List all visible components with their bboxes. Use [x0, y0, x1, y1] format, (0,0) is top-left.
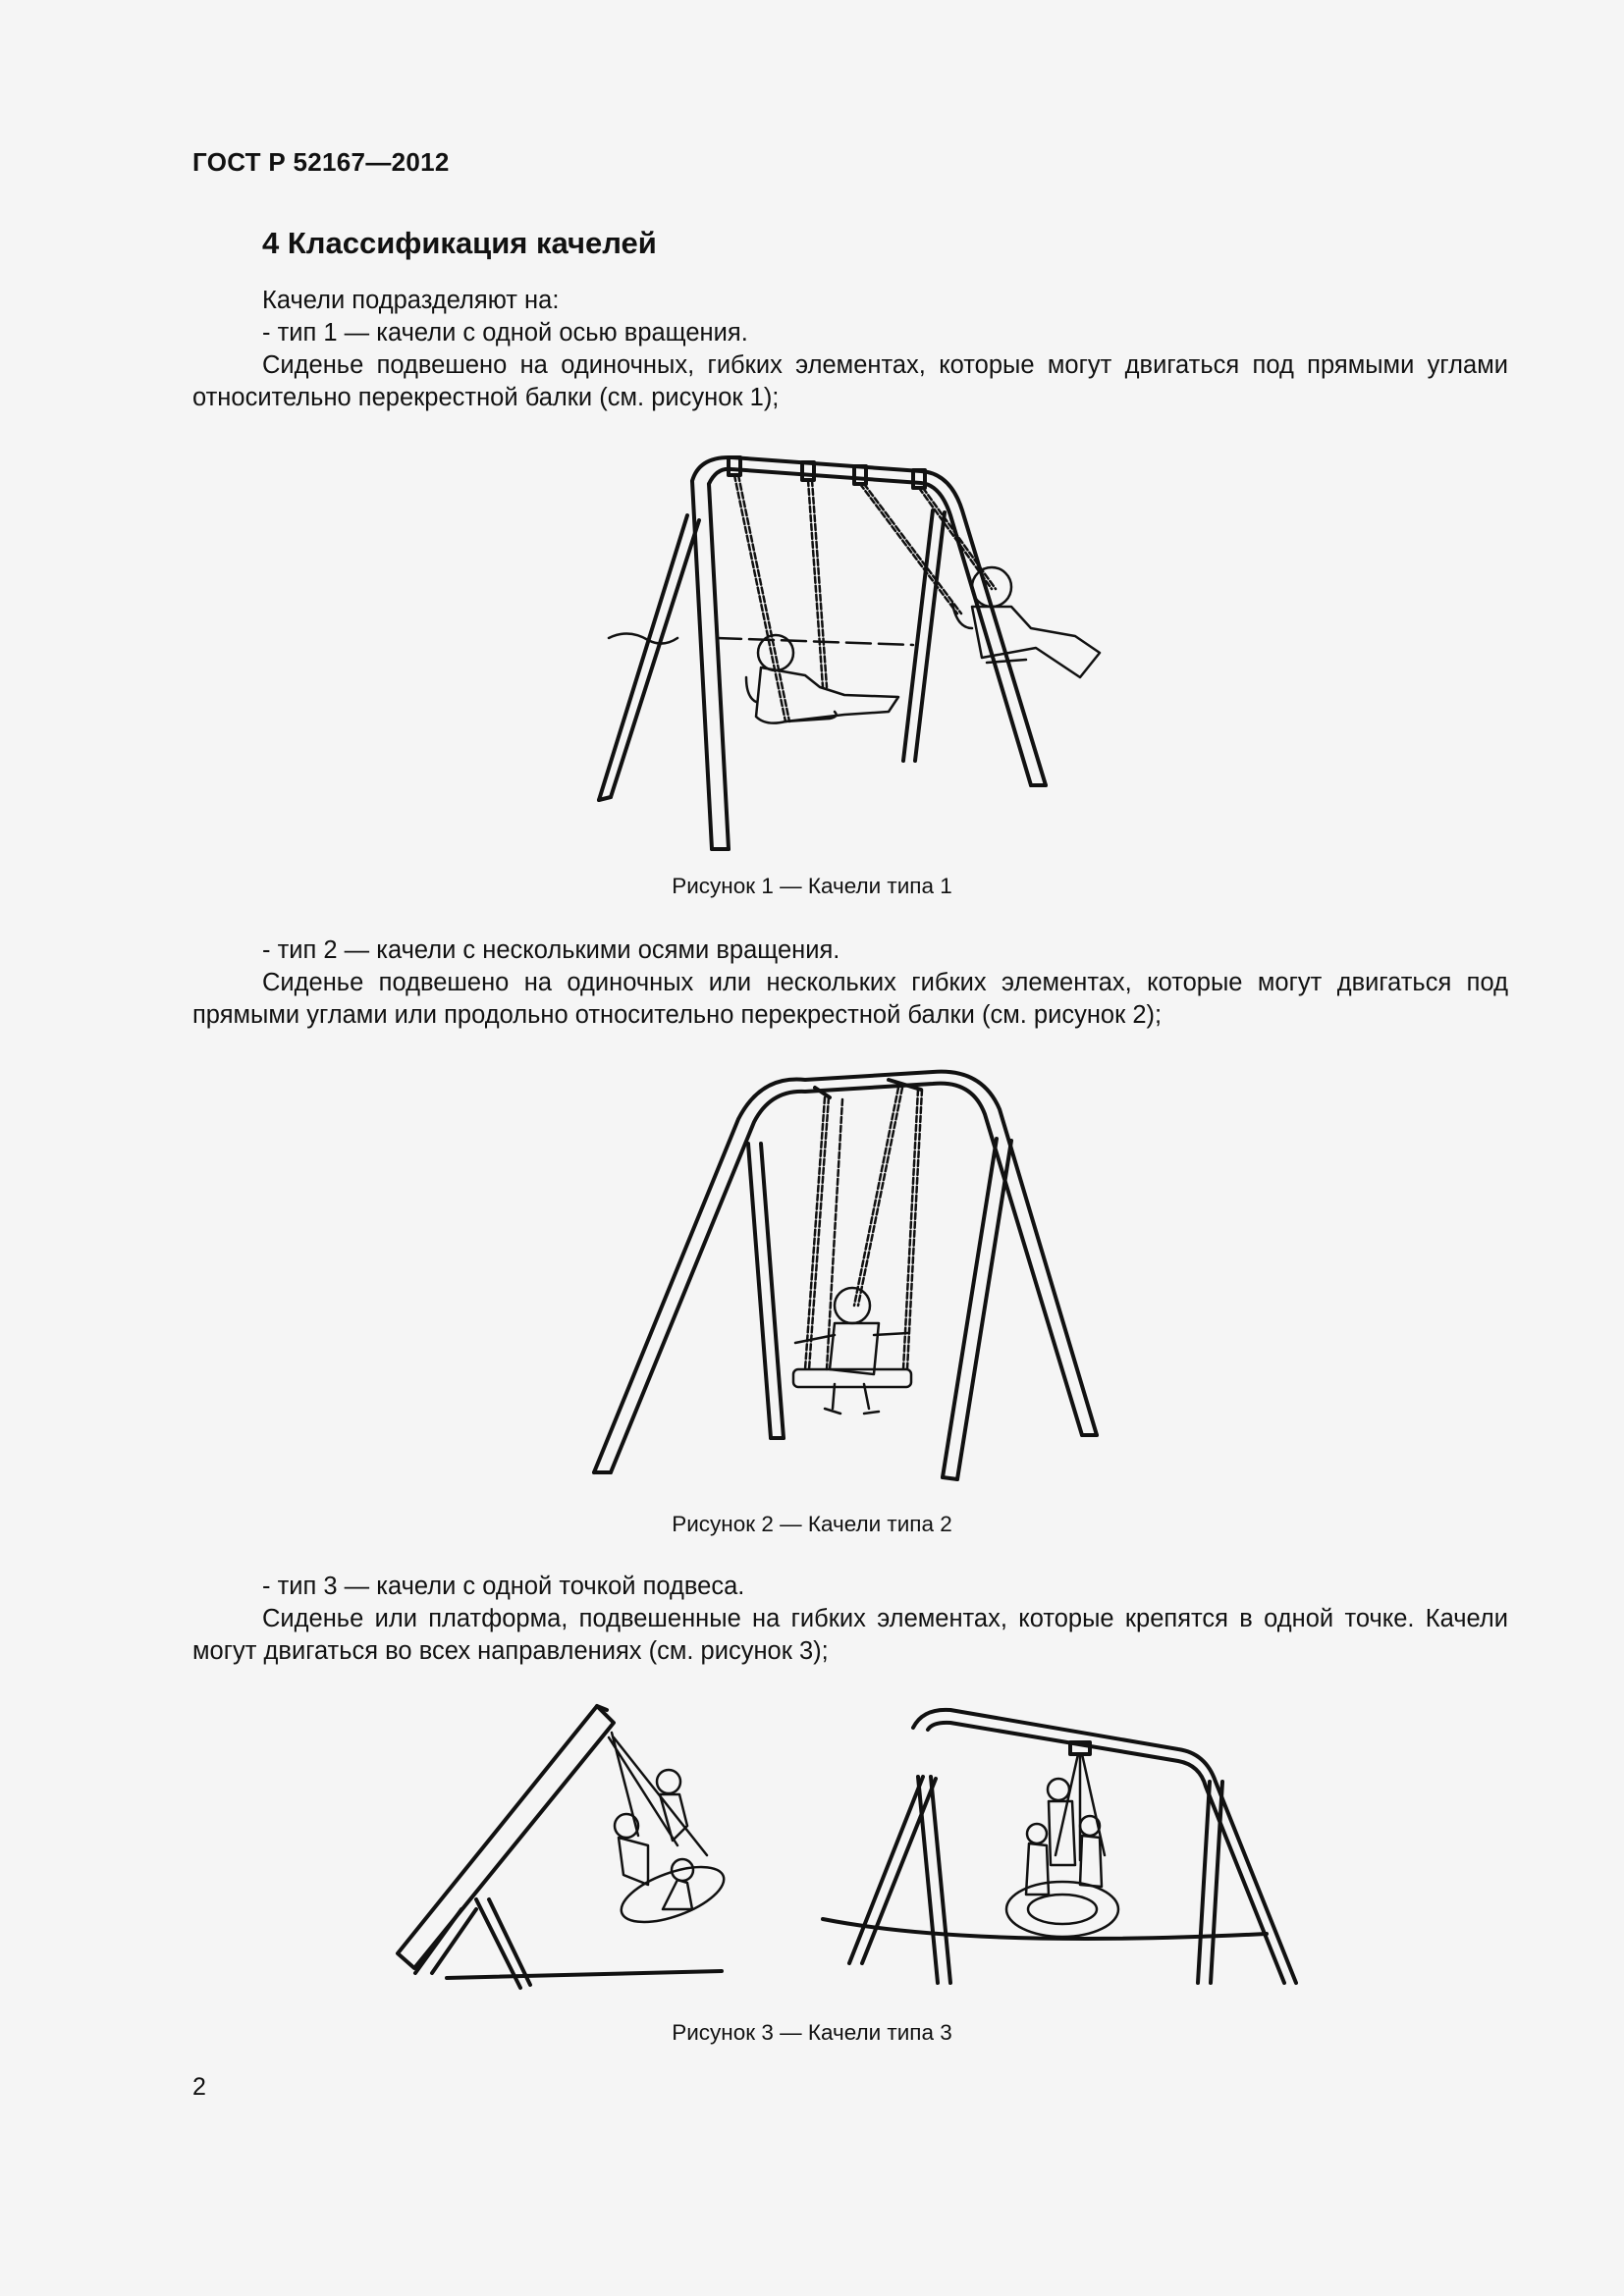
type1-item: - тип 1 — качели с одной осью вращения. — [262, 319, 748, 347]
type2-description: Сиденье подвешено на одиночных или нескольких гибких элементах, которые могут двигаться под прямыми углами или продольно относительно перекрестной балки (см. рисунок 2); — [192, 969, 1508, 1029]
figure-1-caption: Рисунок 1 — Качели типа 1 — [672, 874, 952, 898]
document-code: ГОСТ Р 52167—2012 — [192, 147, 450, 177]
type3-description: Сиденье или платформа, подвешенные на гибких элементах, которые крепятся в одной точке. Качели могут двигаться во всех направлениях (см. рисунок 3); — [192, 1605, 1508, 1665]
type3-item: - тип 3 — качели с одной точкой подвеса. — [262, 1573, 745, 1600]
type2-item: - тип 2 — качели с несколькими осями вращения. — [262, 936, 840, 964]
page-number: 2 — [192, 2073, 206, 2101]
figure-3-caption: Рисунок 3 — Качели типа 3 — [672, 2020, 952, 2045]
type1-description: Сиденье подвешено на одиночных, гибких элементах, которые могут двигаться под прямыми углами относительно перекрестной балки (см. рисунок 1); — [192, 351, 1508, 411]
figure-2-caption: Рисунок 2 — Качели типа 2 — [672, 1512, 952, 1536]
intro-text: Качели подразделяют на: — [262, 287, 560, 314]
section-title: 4 Классификация качелей — [262, 226, 657, 260]
